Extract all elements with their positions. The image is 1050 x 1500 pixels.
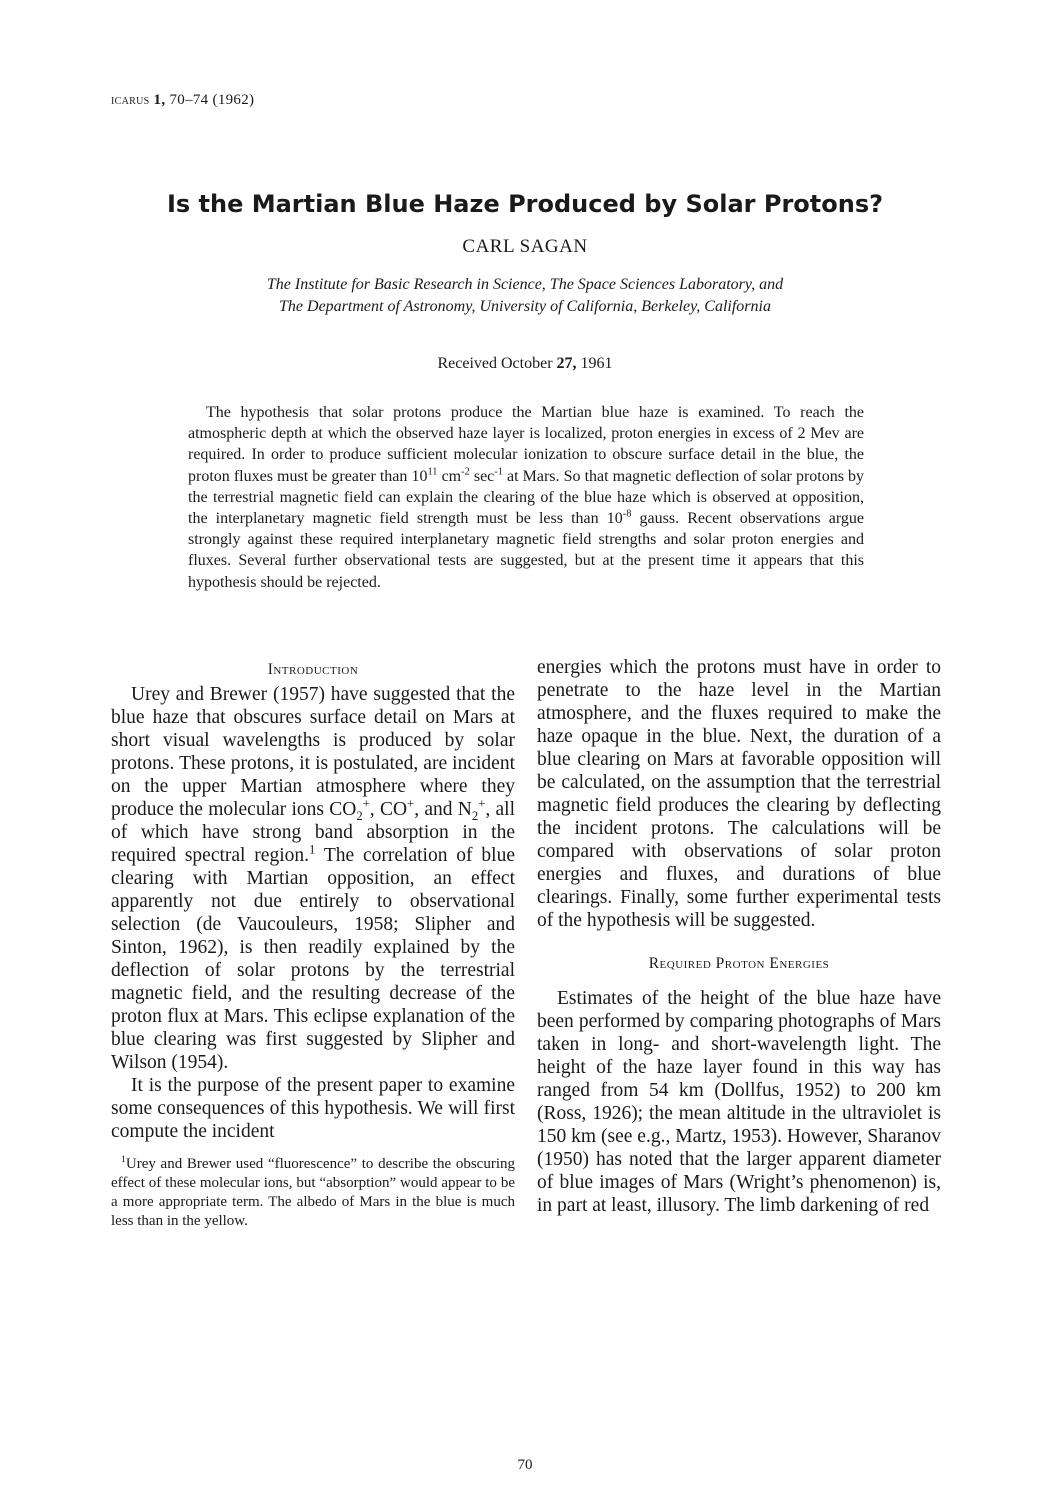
introduction-heading: Introduction: [267, 661, 359, 678]
exponent: 11: [427, 466, 438, 478]
received-date: [0, 355, 1050, 373]
exponent: -8: [622, 508, 632, 520]
page-number: 70: [517, 1457, 533, 1473]
continued-paragraph: energies which the protons must have in order to penetrate to the haze level in the Martian atmosphere, and the fluxes required to make the haze opaque in the blue. Next, the duration of a blue clearing on Mars at favorable opposition will be calculated, on the assumption that the terrestrial magnetic field produces the clearing by deflecting the incident protons. The calculations will be compared with observations of solar proton energies and fluxes, and durations of blue clearings. Finally, some further experimental tests of the hypothesis will be suggested.: [537, 657, 941, 931]
exponent: -2: [461, 466, 470, 478]
right-column: [537, 656, 941, 1217]
received-label: Received October: [437, 355, 553, 372]
affiliation-line-1: The Institute for Basic Research in Science, The Space Sciences Laboratory, and: [266, 276, 784, 293]
abstract-text-2: cm: [437, 467, 462, 485]
text-run: The correlation of blue clearing with Martian opposition, an effect apparently not due entirely to observational selection (de Vaucouleurs, 1958; Slipher and Sinton, 1962), is then readily explained by the deflection of solar protons by the terrestrial magnetic field, and the resulting decrease of the proton flux at Mars. This eclipse explanation of the blue clearing was first suggested by Slipher and Wilson (1954).: [111, 845, 515, 1073]
affiliation: [0, 274, 1050, 318]
volume-number: 1,: [153, 92, 166, 108]
running-header: [111, 92, 254, 109]
footnote-reference[interactable]: 1: [309, 842, 316, 857]
introduction-paragraph-2: It is the purpose of the present paper to examine some consequences of this hypothesis. We will first compute the incident: [111, 1075, 515, 1142]
exponent: -1: [494, 466, 503, 478]
subscript: 2: [471, 808, 479, 823]
footnote: [111, 1155, 515, 1231]
page-range: 70–74 (1962): [169, 92, 255, 108]
text-run: , all of which have strong band absorption in the required spectral region.: [111, 799, 515, 866]
superscript: +: [478, 796, 486, 811]
subscript: 2: [356, 808, 363, 823]
proton-energies-paragraph: Estimates of the height of the blue haze have been performed by comparing photographs of Mars taken in long- and short-wavelength light. The height of the haze layer found in this way has ranged from 54 km (Dollfus, 1952) to 200 km (Ross, 1926); the mean altitude in the ultraviolet is 150 km (see e.g., Martz, 1953). However, Sharanov (1950) has noted that the larger apparent diameter of blue images of Mars (Wright’s phenomenon) is, in part at least, illusory. The limb darkening of red: [537, 988, 941, 1216]
superscript: +: [362, 796, 370, 811]
author-name: CARL SAGAN: [462, 236, 588, 257]
required-proton-energies-heading: Required Proton Energies: [648, 955, 830, 972]
abstract-text-3: sec: [469, 467, 495, 485]
abstract-text-1: The hypothesis that solar protons produce the Martian blue haze is examined. To reach the atmospheric depth at which the observed haze layer is localized, proton energies in excess of 2 Mev are required. In order to produce sufficient molecular ionization to obscure surface detail in the blue, the proton fluxes must be greater than 10: [188, 404, 864, 485]
text-run: Urey and Brewer (1957) have suggested that the blue haze that obscures surface detail on Mars at short visual wavelengths is produced by solar protons. These protons, it is postulated, are incident on the upper Martian atmosphere where they produce the molecular ions CO: [111, 684, 515, 820]
affiliation-line-2: The Department of Astronomy, University of California, Berkeley, California: [279, 298, 771, 315]
superscript: +: [407, 796, 415, 811]
abstract: [188, 402, 864, 593]
footnote-number: 1: [121, 1154, 126, 1165]
abstract-text-4: at Mars. So that magnetic deflection of solar protons by the terrestrial magnetic field can explain the clearing of the blue haze which is observed at opposition, the interplanetary magnetic field strength must be less than 10: [188, 467, 865, 528]
footnote-text: Urey and Brewer used “fluorescence” to describe the obscuring effect of these molecular ions, but “absorption” would appear to be a more appropriate term. The albedo of Mars in the blue is much less than in the yellow.: [111, 1156, 515, 1229]
paper-title: Is the Martian Blue Haze Produced by Solar Protons?: [166, 190, 884, 218]
text-run: , and N: [414, 799, 472, 820]
introduction-paragraph-1: [111, 683, 515, 1074]
journal-name: icarus: [111, 93, 150, 108]
abstract-text-5: gauss. Recent observations argue strongly against these required interplanetary magnetic field strengths and solar proton energies and fluxes. Several further observational tests are suggested, but at the present time it appears that this hypothesis should be rejected.: [188, 510, 865, 591]
left-column: [111, 658, 515, 1231]
text-run: , CO: [369, 799, 408, 820]
received-year: 1961: [580, 355, 613, 372]
received-day: 27,: [556, 355, 577, 372]
